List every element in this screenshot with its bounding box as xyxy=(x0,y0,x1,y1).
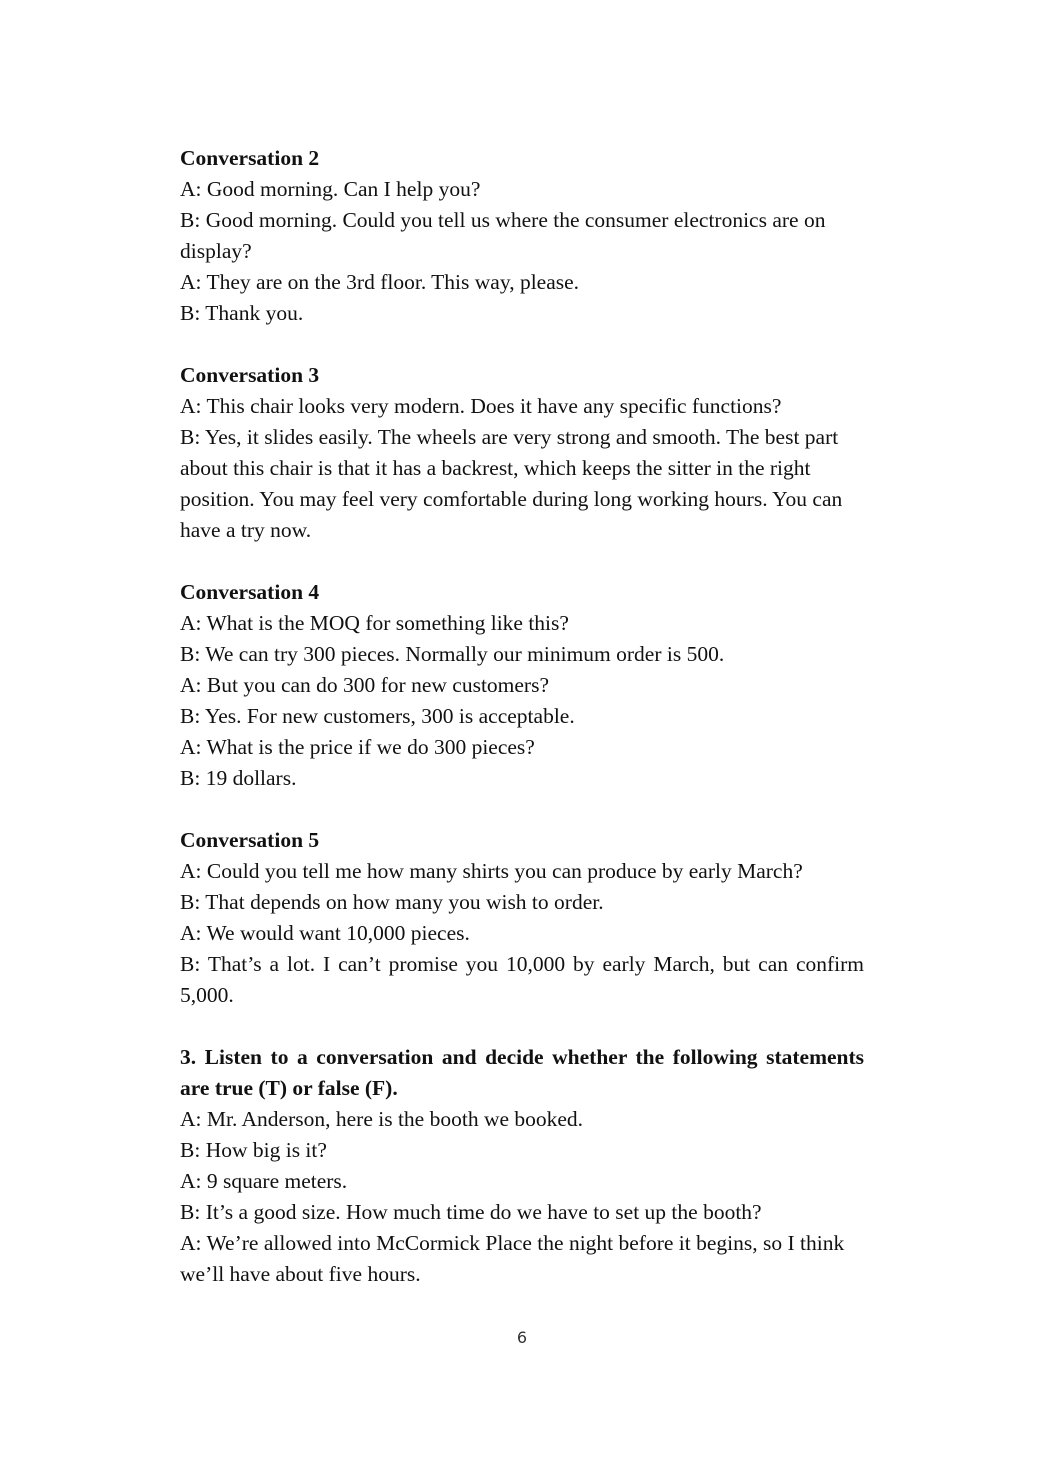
dialogue-line: B: How big is it? xyxy=(180,1138,327,1162)
conversation-4 xyxy=(180,577,864,794)
dialogue-line: A: Good morning. Can I help you? xyxy=(180,177,481,201)
dialogue-line: B: That’s a lot. I can’t promise you 10,000 by early March, but can confirm 5,000. xyxy=(180,952,864,1007)
dialogue-line: A: We’re allowed into McCormick Place the night before it begins, so I think we’ll have about five hours. xyxy=(180,1231,845,1286)
dialogue-line: B: That depends on how many you wish to order. xyxy=(180,890,604,914)
task-heading: 3. Listen to a conversation and decide whether the following statements are true (T) or false (F). xyxy=(180,1045,864,1100)
dialogue-line: A: But you can do 300 for new customers? xyxy=(180,673,550,697)
listening-task xyxy=(180,1042,864,1290)
dialogue-line: A: We would want 10,000 pieces. xyxy=(180,921,470,945)
dialogue-line: B: Thank you. xyxy=(180,301,304,325)
conversation-title: Conversation 2 xyxy=(180,146,320,170)
document-page xyxy=(180,143,864,1321)
dialogue-line: B: Yes. For new customers, 300 is acceptable. xyxy=(180,704,575,728)
conversation-title: Conversation 4 xyxy=(180,580,320,604)
dialogue-line: B: It’s a good size. How much time do we have to set up the booth? xyxy=(180,1200,762,1224)
dialogue-line: A: What is the MOQ for something like this? xyxy=(180,611,569,635)
dialogue-line: B: Good morning. Could you tell us where the consumer electronics are on display? xyxy=(180,208,826,263)
dialogue-line: B: 19 dollars. xyxy=(180,766,297,790)
conversation-2 xyxy=(180,143,864,329)
conversation-5 xyxy=(180,825,864,1011)
dialogue-line: A: 9 square meters. xyxy=(180,1169,348,1193)
conversation-3 xyxy=(180,360,864,546)
dialogue-line: B: We can try 300 pieces. Normally our minimum order is 500. xyxy=(180,642,725,666)
dialogue-line: A: This chair looks very modern. Does it have any specific functions? xyxy=(180,394,782,418)
dialogue-line: A: What is the price if we do 300 pieces? xyxy=(180,735,535,759)
dialogue-line: A: They are on the 3rd floor. This way, please. xyxy=(180,270,580,294)
dialogue-line: A: Could you tell me how many shirts you can produce by early March? xyxy=(180,859,803,883)
dialogue-line: A: Mr. Anderson, here is the booth we booked. xyxy=(180,1107,584,1131)
conversation-title: Conversation 3 xyxy=(180,363,320,387)
dialogue-line: B: Yes, it slides easily. The wheels are very strong and smooth. The best part about this chair is that it has a backrest, which keeps the sitter in the right position. You may feel very comfortable during long working hours. You can have a try now. xyxy=(180,425,843,542)
page-number: 6 xyxy=(516,1328,528,1347)
conversation-title: Conversation 5 xyxy=(180,828,320,852)
